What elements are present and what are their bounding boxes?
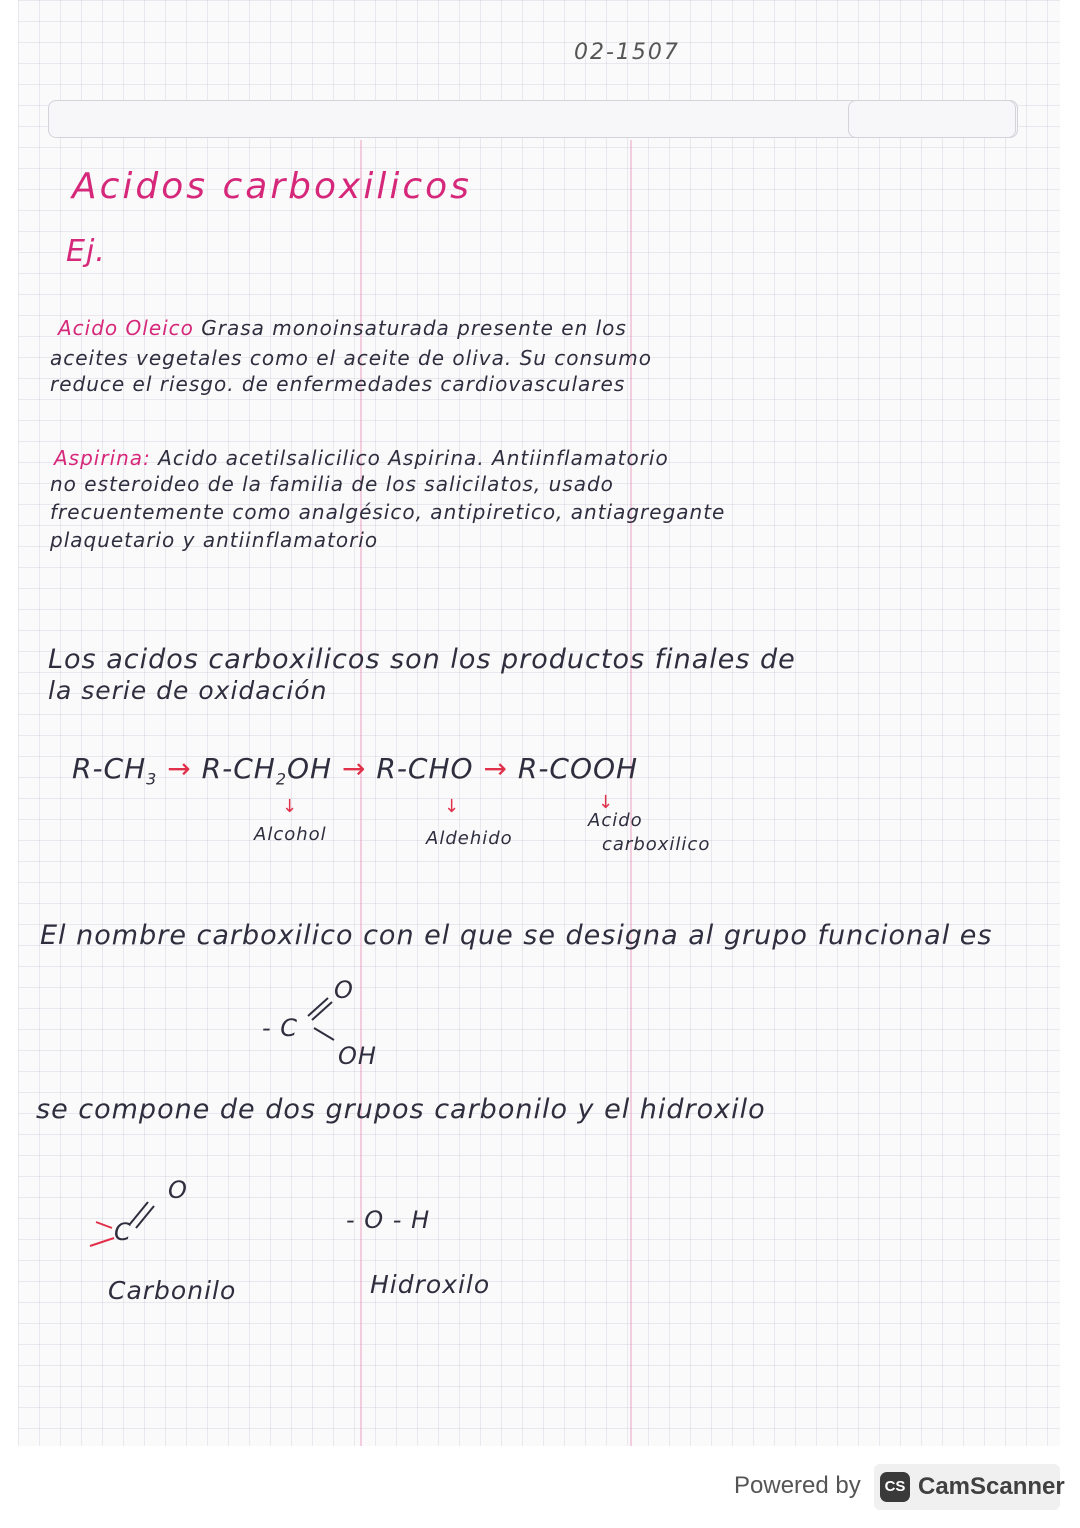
label-aldehido: Aldehido	[426, 828, 513, 849]
aspirina-text-1: Acido acetilsalicilico Aspirina. Antiinflamatorio	[158, 446, 669, 470]
oleico-text-1: Grasa monoinsaturada presente en los	[201, 316, 627, 340]
hidroxilo-label: Hidroxilo	[370, 1270, 491, 1299]
oleico-line-3: reduce el riesgo. de enfermedades cardiovasculares	[50, 372, 626, 396]
carbonilo-label: Carbonilo	[108, 1276, 237, 1305]
reaction-arrow-icon: →	[483, 752, 508, 785]
carboxyl-bonds-icon	[300, 990, 340, 1046]
oleico-line-1	[58, 318, 627, 338]
oxidation-line-1: Los acidos carboxilicos son los productos finales de	[48, 644, 796, 675]
carboxyl-carbon: - C	[262, 1014, 299, 1042]
page-title: Acidos carboxilicos	[72, 166, 472, 207]
example-label: Ej.	[66, 234, 106, 269]
carbonilo-oxygen: O	[168, 1176, 188, 1204]
functional-group-sentence: El nombre carboxilico con el que se designa al grupo funcional es	[40, 920, 993, 951]
oxidation-reaction	[72, 752, 638, 789]
acid-formula: R-COOH	[517, 752, 639, 785]
label-alcohol: Alcohol	[254, 824, 327, 845]
header-date-box	[848, 100, 1016, 138]
label-carboxilico: carboxilico	[602, 834, 711, 855]
oleico-line-2: aceites vegetales como el aceite de oliva. Su consumo	[50, 346, 653, 370]
powered-by-text: Powered by	[734, 1472, 861, 1499]
reaction-arrow-icon: →	[342, 752, 367, 785]
aspirina-line-4: plaquetario y antiinflamatorio	[50, 528, 379, 552]
camscanner-logo-icon: CS	[880, 1472, 910, 1502]
margin-line	[630, 140, 632, 1446]
aspirina-name: Aspirina:	[54, 446, 151, 470]
notebook-page	[18, 0, 1060, 1446]
alcohol-formula: $R-CH_2OH$	[201, 752, 333, 789]
hidroxilo-formula: - O - H	[346, 1206, 431, 1234]
label-acido: Acido	[588, 810, 643, 831]
camscanner-brand: CamScanner	[918, 1473, 1065, 1500]
aspirina-line-3: frecuentemente como analgésico, antipiretico, antiagregante	[50, 500, 726, 524]
aldehyde-formula: R-CHO	[376, 752, 474, 785]
composition-sentence: se compone de dos grupos carbonilo y el hidroxilo	[36, 1094, 766, 1125]
carboxyl-hydroxyl: OH	[338, 1042, 377, 1070]
oleico-name: Acido Oleico	[58, 316, 194, 340]
oxidation-line-2: la serie de oxidación	[48, 676, 328, 705]
methyl-formula: $R-CH_3$	[72, 752, 158, 789]
down-arrow-icon: ↓	[444, 796, 461, 817]
reaction-arrow-icon: →	[167, 752, 192, 785]
down-arrow-icon: ↓	[282, 796, 299, 817]
carbonilo-carbon: C	[114, 1218, 132, 1246]
reference-number: 02-1507	[574, 40, 680, 65]
carboxyl-oxygen: O	[334, 976, 354, 1004]
aspirina-line-1	[54, 448, 669, 468]
down-arrow-icon: ↓	[598, 792, 615, 813]
aspirina-line-2: no esteroideo de la familia de los salicilatos, usado	[50, 472, 614, 496]
